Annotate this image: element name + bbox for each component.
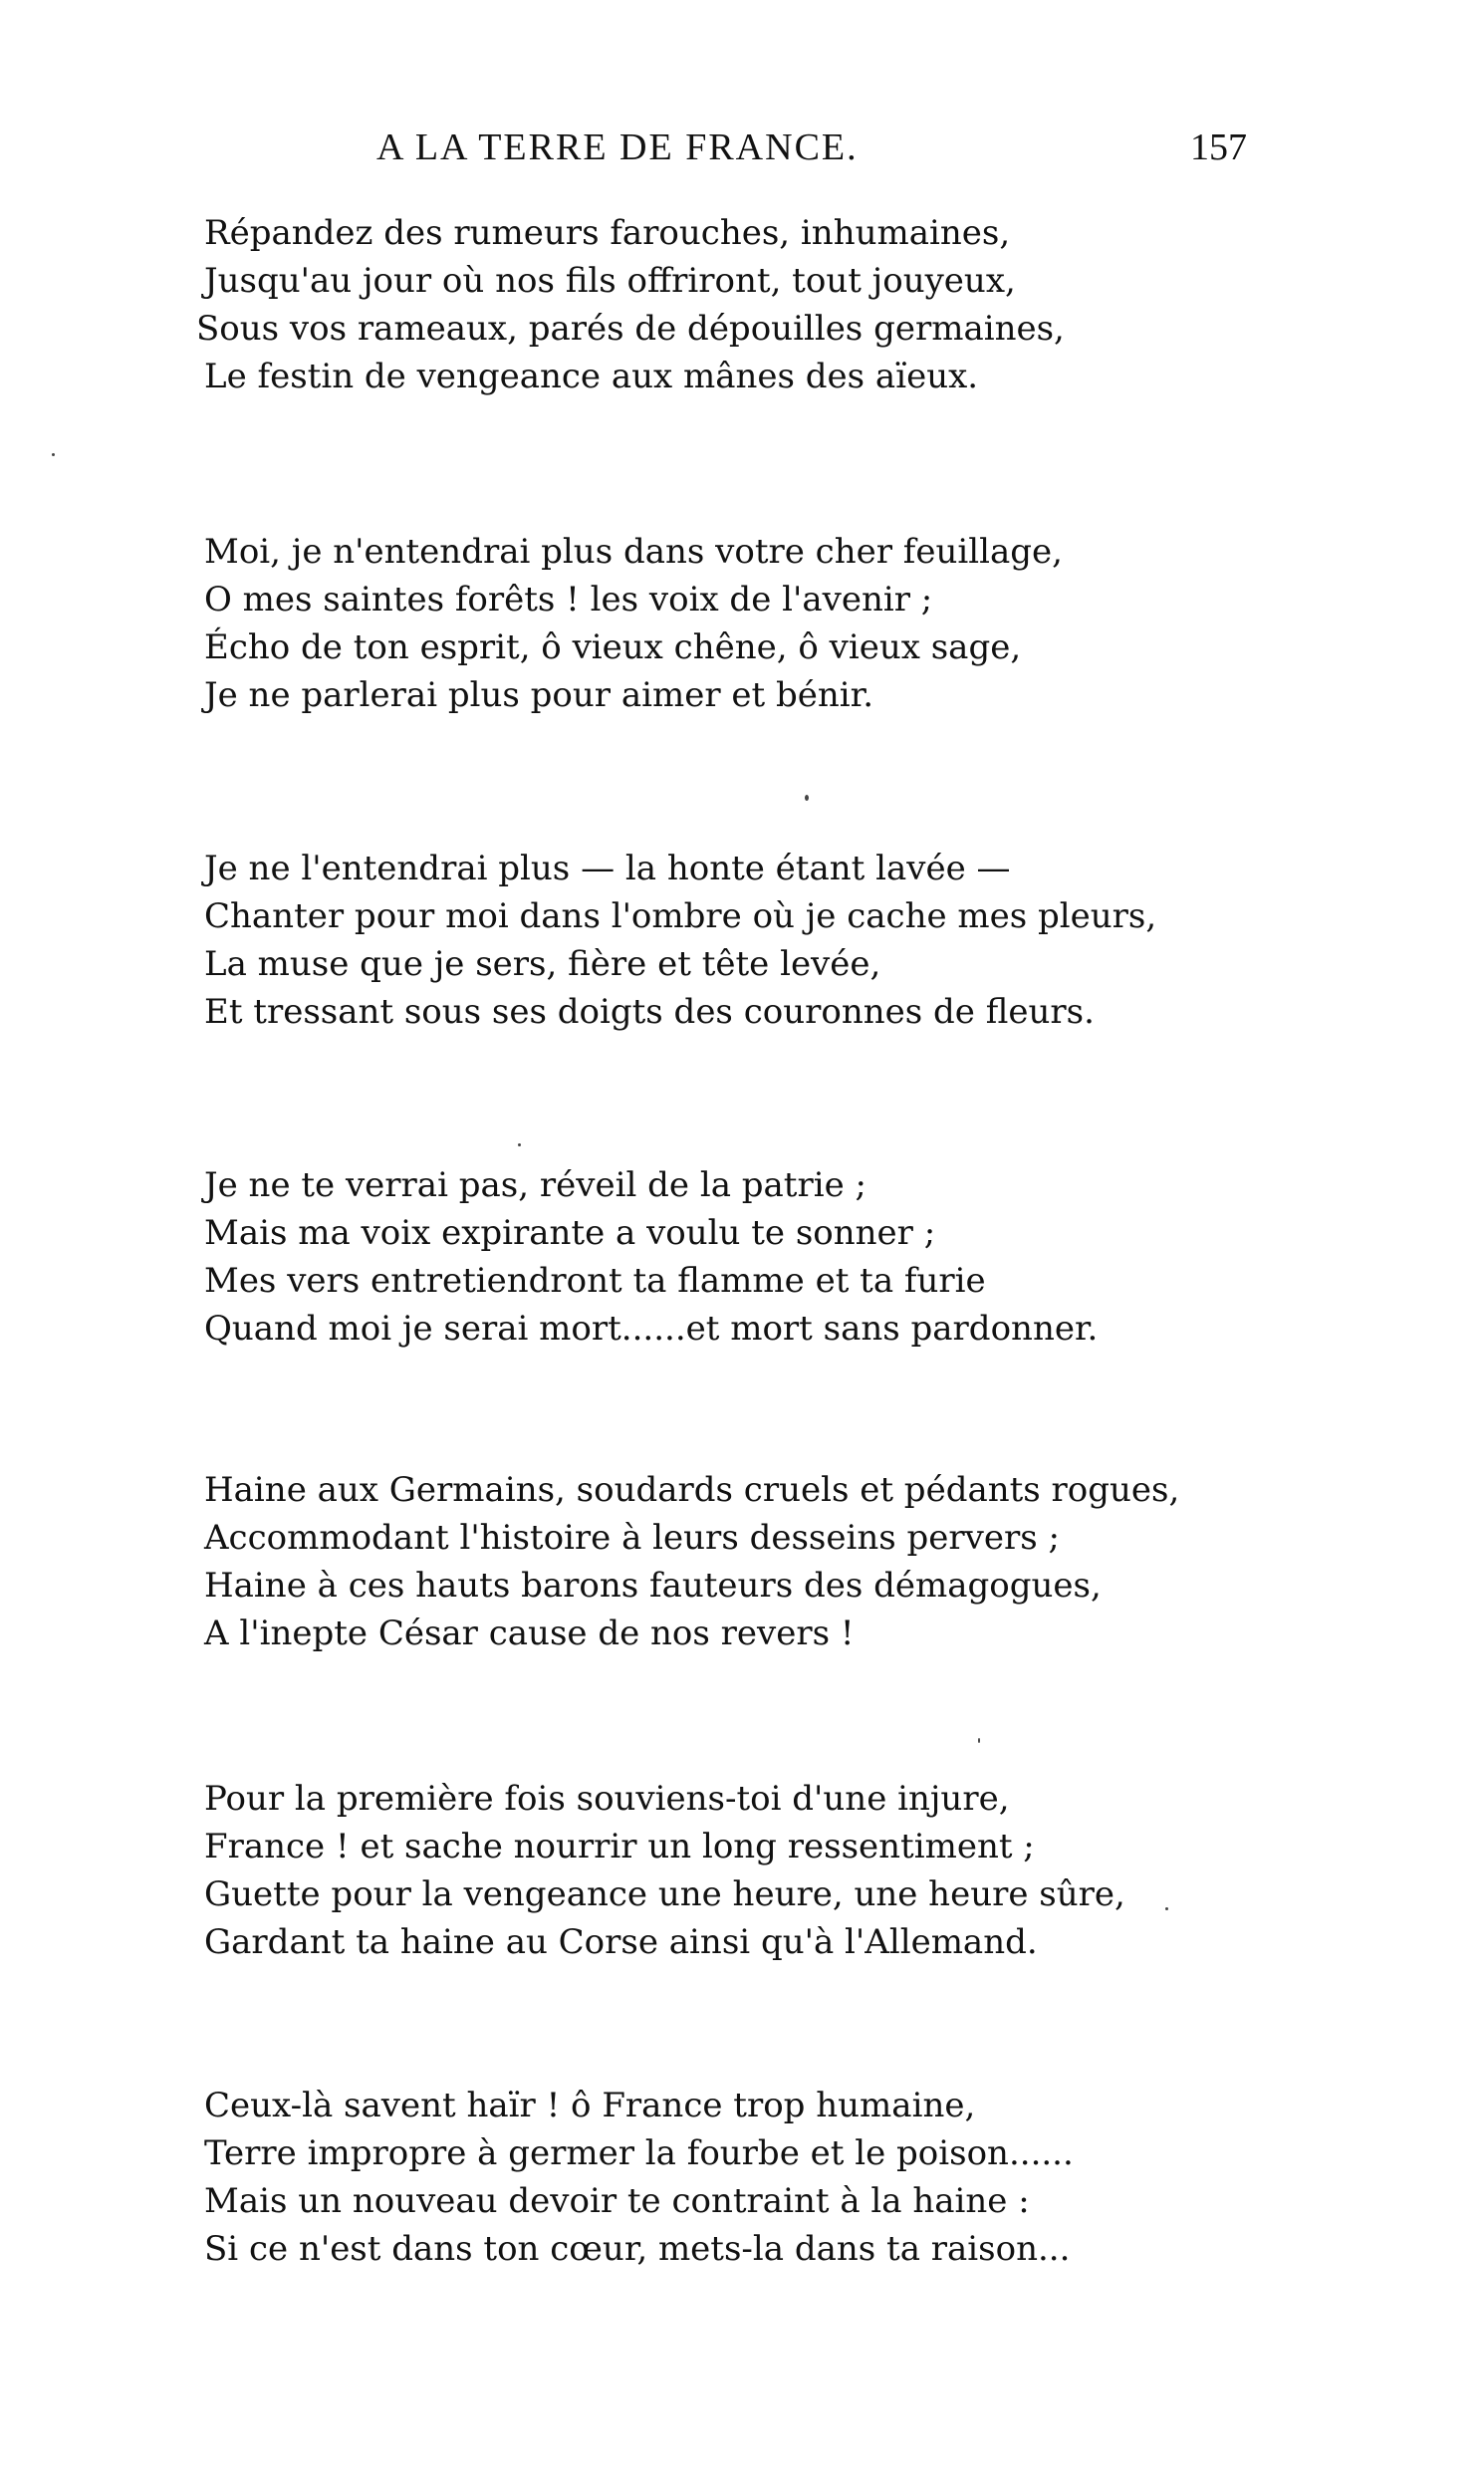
print-speck [1165, 1907, 1168, 1910]
verse-line: Guette pour la vengeance une heure, une heure sûre, [204, 1874, 1125, 1914]
verse-line: Pour la première fois souviens-toi d'une injure, [204, 1779, 1010, 1819]
verse-line: O mes saintes forêts ! les voix de l'avenir ; [204, 580, 933, 620]
stanza-6 [204, 1775, 1300, 1966]
stanza-2 [204, 528, 1300, 719]
verse-line: Je ne te verrai pas, réveil de la patrie ; [204, 1165, 866, 1205]
verse-line: Gardant ta haine au Corse ainsi qu'à l'Allemand. [204, 1922, 1038, 1962]
running-title: A LA TERRE DE FRANCE. [376, 126, 859, 168]
print-speck [978, 1738, 980, 1743]
print-speck [518, 1143, 521, 1146]
verse-line: Le festin de vengeance aux mânes des aïeux. [204, 357, 979, 396]
verse-line: Terre impropre à germer la fourbe et le poison...... [204, 2133, 1074, 2173]
verse-line: Haine à ces hauts barons fauteurs des démagogues, [204, 1566, 1102, 1606]
verse-line: France ! et sache nourrir un long ressentiment ; [204, 1827, 1035, 1866]
verse-line: Moi, je n'entendrai plus dans votre cher feuillage, [204, 532, 1063, 572]
verse-line: Je ne parlerai plus pour aimer et bénir. [204, 675, 873, 715]
verse-line: Répandez des rumeurs farouches, inhumaines, [204, 213, 1011, 253]
print-speck [805, 795, 809, 801]
verse-line: Mais un nouveau devoir te contraint à la haine : [204, 2181, 1030, 2221]
verse-line: Quand moi je serai mort......et mort sans pardonner. [204, 1309, 1099, 1349]
verse-line: Jusqu'au jour où nos fils offriront, tout jouyeux, [204, 261, 1016, 301]
verse-line: Mes vers entretiendront ta flamme et ta furie [204, 1261, 986, 1301]
print-speck [52, 453, 55, 456]
stanza-3 [204, 845, 1300, 1036]
stanza-5 [204, 1466, 1300, 1657]
verse-line: La muse que je sers, fière et tête levée, [204, 944, 881, 984]
page-number: 157 [1190, 126, 1247, 168]
verse-line: Et tressant sous ses doigts des couronnes de fleurs. [204, 992, 1095, 1032]
verse-line: Mais ma voix expirante a voulu te sonner ; [204, 1213, 936, 1253]
stanza-1 [196, 209, 1300, 400]
verse-line: Haine aux Germains, soudards cruels et pédants rogues, [204, 1470, 1180, 1510]
verse-line: Sous vos rameaux, parés de dépouilles germaines, [196, 309, 1065, 349]
stanza-4 [204, 1161, 1300, 1353]
verse-line: Si ce n'est dans ton cœur, mets-la dans ta raison... [204, 2229, 1071, 2269]
verse-line: Accommodant l'histoire à leurs desseins pervers ; [204, 1518, 1060, 1558]
stanza-7 [204, 2082, 1300, 2273]
verse-line: A l'inepte César cause de nos revers ! [204, 1613, 855, 1653]
verse-line: Ceux-là savent haïr ! ô France trop humaine, [204, 2086, 976, 2125]
verse-line: Écho de ton esprit, ô vieux chêne, ô vieux sage, [204, 627, 1022, 667]
verse-line: Chanter pour moi dans l'ombre où je cache mes pleurs, [204, 896, 1157, 936]
verse-line: Je ne l'entendrai plus — la honte étant lavée — [204, 849, 1011, 888]
